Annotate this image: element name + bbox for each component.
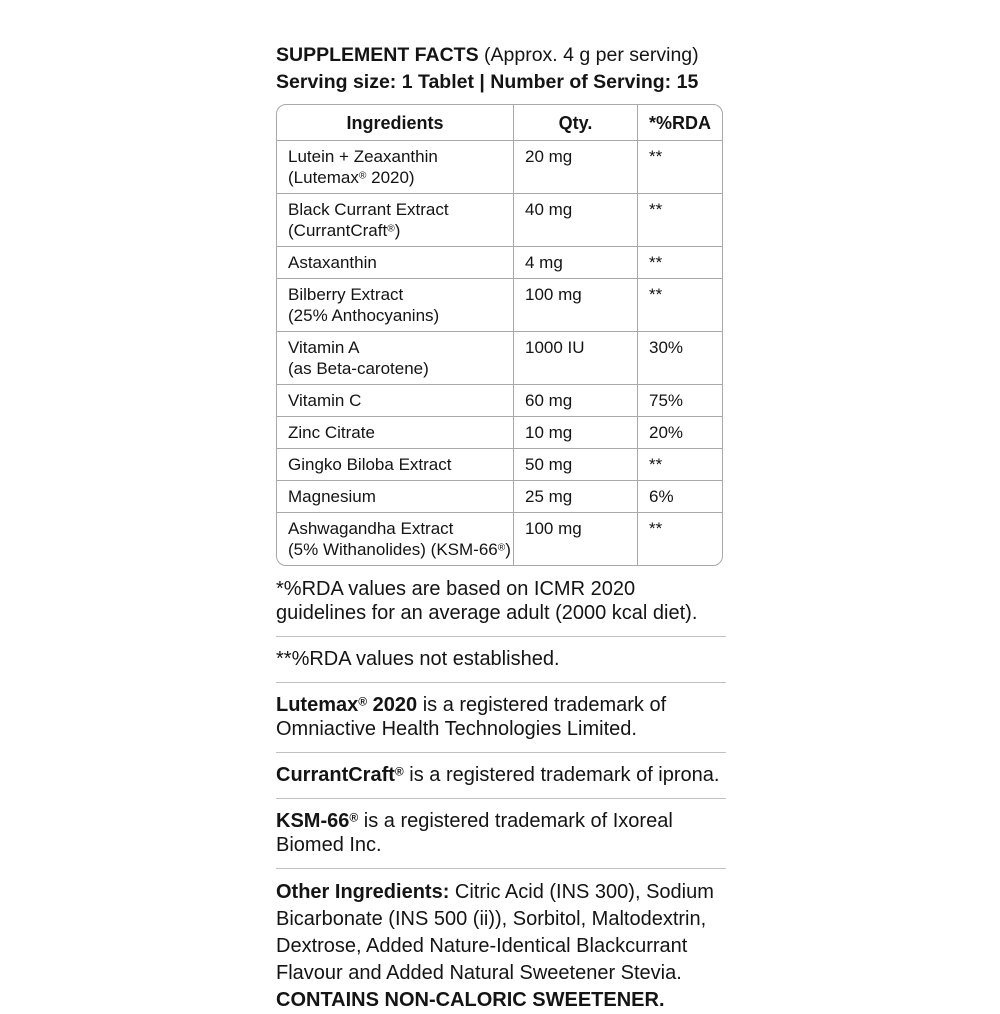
note-bold-text: CurrantCraft® xyxy=(276,764,404,786)
ingredient-cell xyxy=(277,481,514,513)
table-row xyxy=(277,385,722,417)
note-trademark-currantcraft xyxy=(276,753,726,799)
note-text: is a registered trademark of iprona. xyxy=(403,764,720,786)
table-row xyxy=(277,417,722,449)
column-header-rda: *%RDA xyxy=(638,105,722,141)
qty-cell: 10 mg xyxy=(514,417,638,449)
ingredient-cell xyxy=(277,279,514,332)
qty-cell: 4 mg xyxy=(514,247,638,279)
qty-cell: 1000 IU xyxy=(514,332,638,385)
other-ingredients-label: Other Ingredients: xyxy=(276,881,450,903)
contains-statement: CONTAINS NON-CALORIC SWEETENER. xyxy=(276,989,665,1011)
table-row xyxy=(277,513,722,565)
qty-cell: 50 mg xyxy=(514,449,638,481)
ingredient-name: Black Currant Extract xyxy=(288,200,449,219)
note-rda-source xyxy=(276,567,726,637)
ingredient-subname: (as Beta-carotene) xyxy=(288,359,429,378)
note-trademark-ksm66 xyxy=(276,799,726,869)
ingredient-cell xyxy=(277,385,514,417)
note-trademark-lutemax xyxy=(276,683,726,753)
ingredient-name: Magnesium xyxy=(288,487,376,506)
supplement-facts-label xyxy=(276,42,726,1014)
serving-info: Serving size: 1 Tablet | Number of Serving: 15 xyxy=(276,71,699,93)
table-header-row xyxy=(277,105,722,141)
column-header-qty: Qty. xyxy=(514,105,638,141)
ingredient-subname: (25% Anthocyanins) xyxy=(288,306,440,325)
ingredient-cell xyxy=(277,247,514,279)
supplement-facts-table xyxy=(276,104,723,566)
note-text: **%RDA values not established. xyxy=(276,648,560,670)
ingredient-subname: (5% Withanolides) (KSM-66®) xyxy=(288,540,511,559)
ingredient-subname: (CurrantCraft®) xyxy=(288,221,401,240)
rda-cell: 6% xyxy=(638,481,722,513)
table-row xyxy=(277,279,722,332)
ingredient-cell xyxy=(277,194,514,247)
ingredient-name: Gingko Biloba Extract xyxy=(288,455,452,474)
ingredient-cell xyxy=(277,332,514,385)
note-text: *%RDA values are based on ICMR 2020 guidelines for an average adult (2000 kcal diet). xyxy=(276,578,698,624)
rda-cell: ** xyxy=(638,247,722,279)
rda-cell: ** xyxy=(638,141,722,194)
ingredient-cell xyxy=(277,513,514,565)
qty-cell: 25 mg xyxy=(514,481,638,513)
note-bold-text: Lutemax® 2020 xyxy=(276,694,418,716)
table-row xyxy=(277,449,722,481)
note-rda-not-established xyxy=(276,637,726,683)
rda-cell: 75% xyxy=(638,385,722,417)
qty-cell: 60 mg xyxy=(514,385,638,417)
page-title xyxy=(276,42,726,69)
title-approx: (Approx. 4 g per serving) xyxy=(478,44,699,66)
ingredient-name: Astaxanthin xyxy=(288,253,377,272)
other-ingredients-section xyxy=(276,869,726,1014)
note-text: is a registered trademark of Ixoreal Biomed Inc. xyxy=(276,810,673,856)
column-header-ingredients: Ingredients xyxy=(277,105,514,141)
qty-cell: 100 mg xyxy=(514,513,638,565)
ingredient-cell xyxy=(277,141,514,194)
rda-cell: ** xyxy=(638,194,722,247)
ingredient-name: Lutein + Zeaxanthin xyxy=(288,147,438,166)
note-text: is a registered trademark of Omniactive Health Technologies Limited. xyxy=(276,694,667,740)
table-row xyxy=(277,247,722,279)
qty-cell: 100 mg xyxy=(514,279,638,332)
rda-cell: ** xyxy=(638,279,722,332)
footnotes-section xyxy=(276,567,726,869)
note-bold-text: KSM-66® xyxy=(276,810,359,832)
ingredient-subname: (Lutemax® 2020) xyxy=(288,168,415,187)
table-row xyxy=(277,194,722,247)
ingredient-cell xyxy=(277,417,514,449)
rda-cell: ** xyxy=(638,449,722,481)
ingredient-name: Vitamin C xyxy=(288,391,362,410)
ingredient-cell xyxy=(277,449,514,481)
table-row xyxy=(277,141,722,194)
ingredient-name: Ashwagandha Extract xyxy=(288,519,454,538)
rda-cell: 20% xyxy=(638,417,722,449)
ingredient-name: Bilberry Extract xyxy=(288,285,404,304)
qty-cell: 20 mg xyxy=(514,141,638,194)
other-ingredients-text: Citric Acid (INS 300), Sodium Bicarbonate (INS 500 (ii)), Sorbitol, Maltodextrin, Dextrose, Added Nature-Identical Blackcurrant Flavour and Added Natural Sweetener Stevia. xyxy=(276,881,714,984)
ingredient-name: Vitamin A xyxy=(288,338,360,357)
table-row xyxy=(277,332,722,385)
rda-cell: ** xyxy=(649,519,663,538)
qty-cell: 40 mg xyxy=(514,194,638,247)
title-main: SUPPLEMENT FACTS xyxy=(276,44,479,66)
rda-cell: 30% xyxy=(638,332,722,385)
ingredient-name: Zinc Citrate xyxy=(288,423,375,442)
table-row xyxy=(277,481,722,513)
